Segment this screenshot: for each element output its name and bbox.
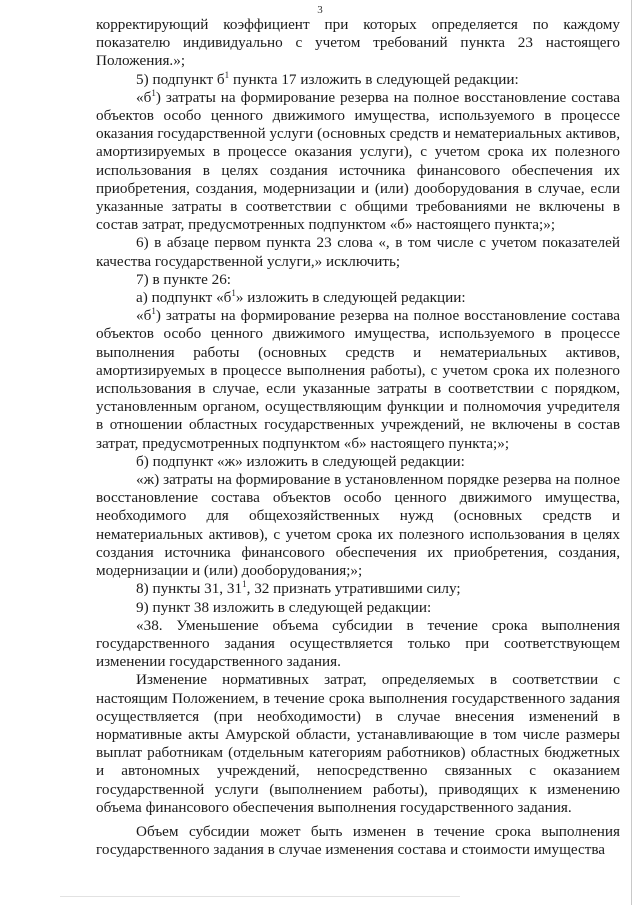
text-run: а) подпункт «б [136,289,232,307]
text-run: «38. Уменьшение объема субсидии в течение срока выполнения государственного задания осуществляется только при соответствующем изменении государственного задания. [96,616,620,671]
superscript: 1 [151,306,156,317]
paragraph-p9 [96,580,620,598]
text-run: 6) в абзаце первом пункта 23 слова «, в том числе с учетом показателей качества государственной услуги,» исключить; [96,234,620,270]
paragraph-p10 [96,599,620,617]
text-run: ) затраты на формирование резерва на полное восстановление состава объектов особо ценного движимого имущества, используемого в процессе выполнения работы (основных средств и нематериальных активов, амортизируемых в процессе выполнения работы), с учетом срока их полезного использования в случае, если указанные затраты в соответствии с порядком, установленным органом, осуществляющим функции и полномочия учредителя в отношении областных государственных учреждений, не включены в состав затрат, предусмотренных подпунктом «б» настоящего пункта;»; [96,307,620,452]
text-run: корректирующий коэффициент при которых определяется по каждому показателю индивидуально с учетом требований пункта 23 настоящего Положения.»; [96,16,620,70]
text-run: б) подпункт «ж» изложить в следующей редакции: [136,452,465,470]
text-run: 9) пункт 38 изложить в следующей редакции: [136,598,432,616]
text-run: 5) подпункт б [136,70,225,88]
paragraph-p8 [96,471,620,580]
text-run: 7) в пункте 26: [136,270,232,288]
paragraph-p2 [96,89,620,235]
text-run: ) затраты на формирование резерва на полное восстановление состава объектов особо ценного движимого имущества, используемого в процессе оказания государственной услуги (основных средств и нематериальных активов, амортизируемых в процессе оказания услуги), с учетом срока их полезного использования в целях создания источника финансового обеспечения их приобретения, создания, модернизации и (или) дооборудования в случае, если указанные затраты в соответствии с общими требованиями не включены в состав затрат, предусмотренных подпунктом «б» настоящего пункта;»; [96,88,620,234]
paragraph-p7 [96,453,620,471]
superscript: 1 [242,579,247,590]
superscript: 1 [151,87,156,98]
scan-edge-bottom [60,896,460,897]
paragraph-p12 [96,671,620,817]
text-run: Изменение нормативных затрат, определяемых в соответствии с настоящим Положением, в течение срока выполнения государственного задания осуществляется (при необходимости) в случае внесения изменений в нормативные акты Амурской области, устанавливающие в том числе размеры выплат работникам (отдельным категориям работников) областных бюджетных и автономных учреждений, непосредственно связанных с оказанием государственной услуги (выполнением работы), приводящих к изменению объема финансового обеспечения выполнения государственного задания. [96,671,620,816]
paragraph-p6 [96,307,620,453]
text-run: 8) пункты 31, 31 [136,580,243,598]
text-run: «б [136,307,152,325]
paragraph-p1 [96,71,620,89]
text-run: «б [136,88,152,106]
page-number: 3 [317,4,323,16]
paragraph-p0 [96,16,620,71]
paragraph-p11 [96,617,620,672]
text-run: пункта 17 изложить в следующей редакции: [229,70,519,88]
paragraph-p5 [96,289,620,307]
paragraph-p3 [96,234,620,270]
text-run: «ж) затраты на формирование в установленном порядке резерва на полное восстановление состава объектов особо ценного движимого имущества, необходимого для общехозяйственных нужд (основных средств и нематериальных активов), с учетом срока их полезного использования в целях создания источника финансового обеспечения их приобретения, создания, модернизации и (или) дооборудования;»; [96,471,620,580]
scan-edge-right [631,0,632,905]
text-run: Объем субсидии может быть изменен в течение срока выполнения государственного задания в случае изменения состава и стоимости имущества [96,822,620,859]
text-run: , 32 признать утратившими силу; [246,580,461,598]
document-body [96,16,620,859]
paragraph-p4 [96,271,620,289]
superscript: 1 [224,69,230,80]
text-run: » изложить в следующей редакции: [235,289,466,307]
superscript: 1 [231,287,236,298]
paragraph-p13 [96,823,620,859]
